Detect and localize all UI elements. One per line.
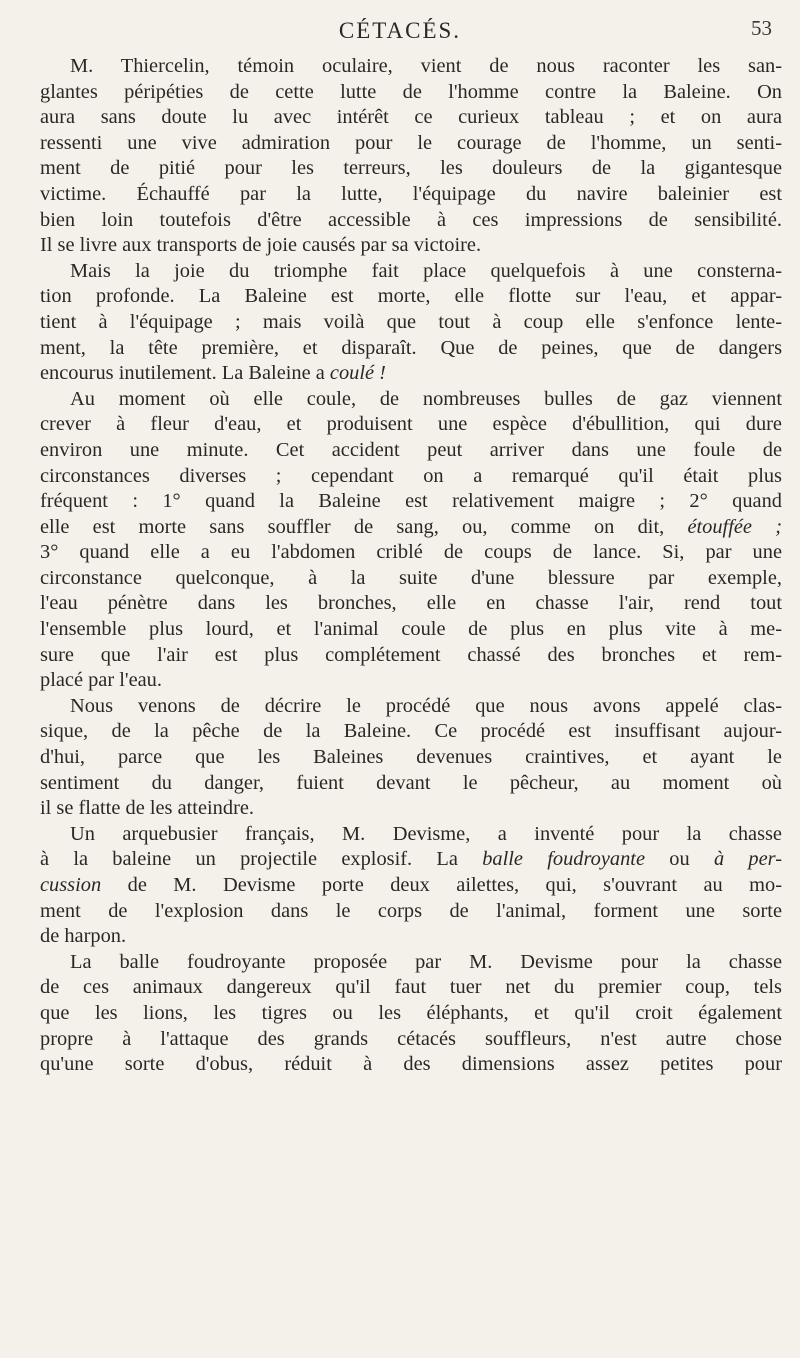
- text-segment: de M. Devisme porte deux ailettes, qui, s'ouvrant au mo-: [127, 874, 782, 896]
- text-line: [40, 847, 782, 873]
- text-segment: à la baleine un projectile explosif. La: [40, 848, 483, 871]
- paragraph-1: [40, 54, 782, 259]
- text-line: victime. Échauffé par la lutte, l'équipage du navire baleinier est: [40, 182, 782, 205]
- text-line: [40, 873, 782, 899]
- italic-term: coulé !: [329, 362, 386, 385]
- italic-term: à per-: [713, 848, 782, 871]
- text-segment: encourus inutilement. La Baleine a: [40, 362, 330, 385]
- text-line: ment de pitié pour les terreurs, les douleurs de la gigantesque: [40, 157, 782, 180]
- text-line: ment, la tête première, et disparaît. Que de peines, que de dangers: [40, 336, 782, 359]
- paragraph-3: [40, 387, 782, 694]
- text-line: Il se livre aux transports de joie causés par sa victoire.: [40, 234, 482, 257]
- text-line: 3° quand elle a eu l'abdomen criblé de coups de lance. Si, par une: [40, 541, 782, 564]
- text-segment: elle est morte sans souffler de sang, ou, comme on dit,: [40, 515, 688, 538]
- text-line: tion profonde. La Baleine est morte, elle flotte sur l'eau, et appar-: [40, 285, 782, 308]
- text-line: fréquent : 1° quand la Baleine est relativement maigre ; 2° quand: [40, 490, 782, 513]
- text-line: sique, de la pêche de la Baleine. Ce procédé est insuffisant aujour-: [40, 720, 782, 743]
- italic-term: cussion: [40, 874, 102, 896]
- page-header: [0, 12, 800, 48]
- text-line: circonstances diverses ; cependant on a remarqué qu'il était plus: [40, 464, 782, 487]
- text-line: Un arquebusier français, M. Devisme, a inventé pour la chasse: [70, 822, 782, 845]
- text-line: Mais la joie du triomphe fait place quelquefois à une consterna-: [70, 259, 782, 282]
- paragraph-6: [40, 950, 782, 1078]
- text-line: Au moment où elle coule, de nombreuses bulles de gaz viennent: [70, 387, 782, 410]
- text-line: [40, 515, 782, 541]
- text-line: environ une minute. Cet accident peut arriver dans une foule de: [40, 438, 782, 461]
- text-line: La balle foudroyante proposée par M. Devisme pour la chasse: [70, 950, 782, 973]
- text-line: bien loin toutefois d'être accessible à ces impressions de sensibilité.: [40, 208, 782, 231]
- running-title: CÉTACÉS.: [338, 18, 462, 43]
- text-line: glantes péripéties de cette lutte de l'homme contre la Baleine. On: [40, 80, 782, 103]
- text-line: de ces animaux dangereux qu'il faut tuer net du premier coup, tels: [40, 976, 782, 999]
- paragraph-4: [40, 694, 782, 822]
- text-line: propre à l'attaque des grands cétacés souffleurs, n'est autre chose: [40, 1027, 782, 1050]
- body-text: [40, 54, 782, 1078]
- text-line: tient à l'équipage ; mais voilà que tout à coup elle s'enfonce lente-: [40, 310, 782, 333]
- text-line: [40, 361, 782, 387]
- page-number: 53: [751, 16, 772, 40]
- text-line: aura sans doute lu avec intérêt ce curieux tableau ; et on aura: [40, 106, 782, 129]
- text-line: d'hui, parce que les Baleines devenues craintives, et ayant le: [40, 746, 782, 769]
- text-line: M. Thiercelin, témoin oculaire, vient de nous raconter les san-: [70, 55, 782, 77]
- text-line: ment de l'explosion dans le corps de l'animal, forment une sorte: [40, 899, 782, 922]
- text-line: sentiment du danger, fuient devant le pêcheur, au moment où: [40, 771, 782, 794]
- paragraph-2: [40, 259, 782, 387]
- italic-term: balle foudroyante: [482, 848, 646, 871]
- text-line: crever à fleur d'eau, et produisent une espèce d'ébullition, qui dure: [40, 413, 782, 436]
- paragraph-5: [40, 822, 782, 950]
- text-line: que les lions, les tigres ou les éléphants, et qu'il croit également: [40, 1001, 782, 1024]
- text-line: Nous venons de décrire le procédé que nous avons appelé clas-: [70, 694, 782, 717]
- text-segment: ou: [645, 848, 714, 871]
- text-line: il se flatte de les atteindre.: [40, 797, 255, 820]
- text-line: de harpon.: [40, 925, 127, 948]
- text-line: l'ensemble plus lourd, et l'animal coule de plus en plus vite à me-: [40, 618, 782, 641]
- text-line: l'eau pénètre dans les bronches, elle en chasse l'air, rend tout: [40, 592, 782, 615]
- text-line: qu'une sorte d'obus, réduit à des dimensions assez petites pour: [40, 1053, 782, 1076]
- text-line: circonstance quelconque, à la suite d'une blessure par exemple,: [40, 566, 782, 589]
- text-line: sure que l'air est plus complétement chassé des bronches et rem-: [40, 643, 782, 666]
- text-line: ressenti une vive admiration pour le courage de l'homme, un senti-: [40, 131, 782, 154]
- italic-term: étouffée ;: [687, 515, 782, 538]
- text-line: placé par l'eau.: [40, 669, 162, 692]
